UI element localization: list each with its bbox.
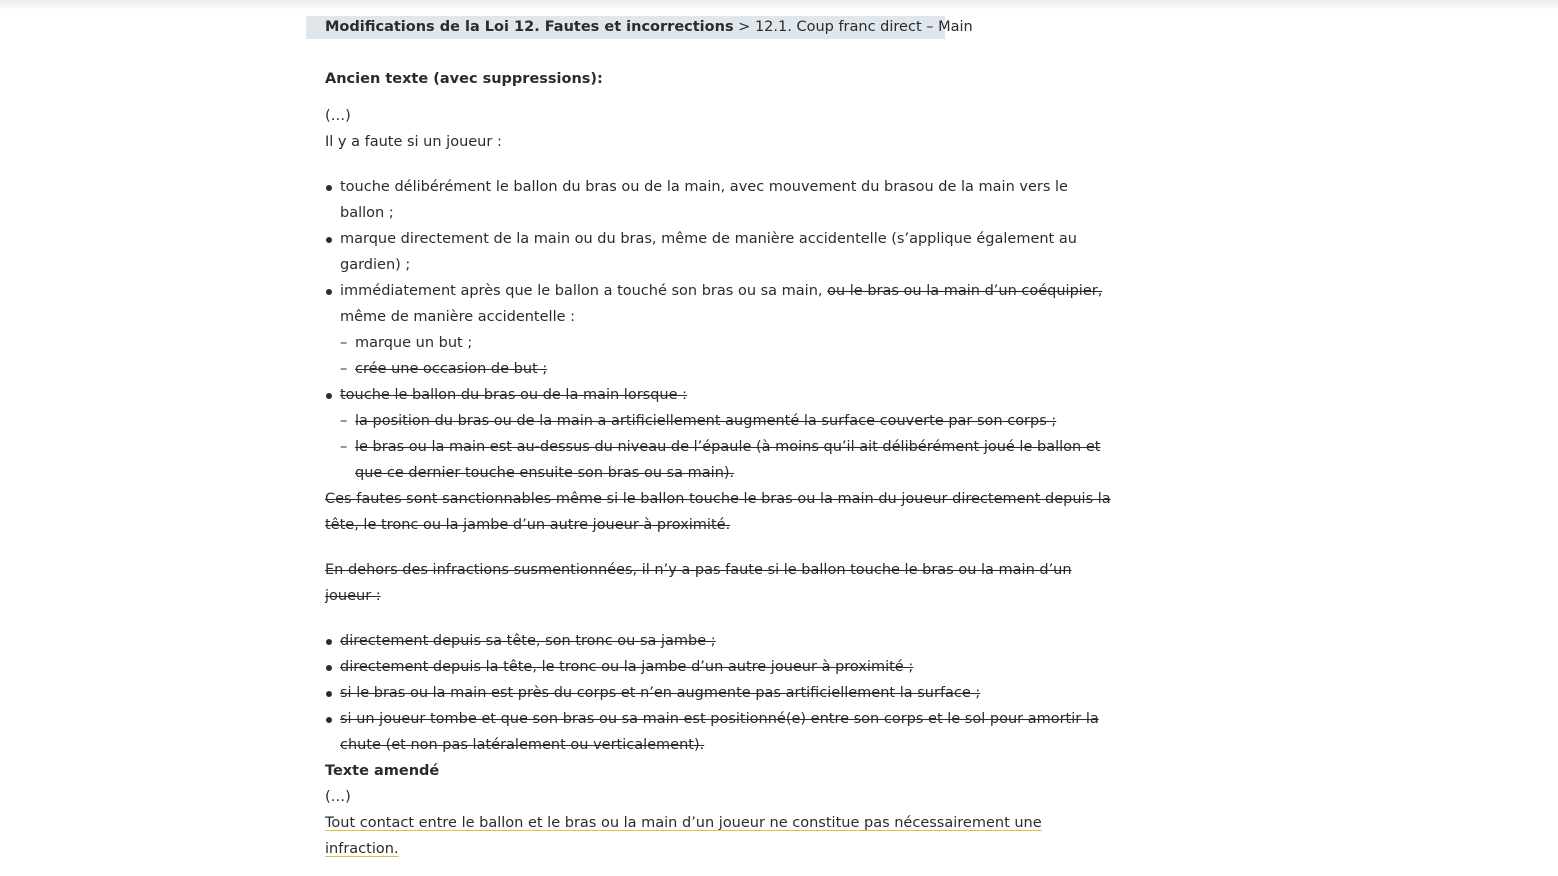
exception-list: [325, 628, 1115, 758]
deleted-text: si un joueur tombe et que son bras ou sa main est positionné(e) entre son corps et le sol pour amortir la chute (et non pas latéralement ou verticalement).: [340, 711, 1099, 753]
fault-list: [325, 174, 1115, 486]
deleted-paragraph: [325, 557, 1115, 609]
old-text-intro: Il y a faute si un joueur :: [325, 134, 502, 150]
deleted-text: ou le bras ou la main d’un coéquipier,: [827, 283, 1103, 299]
deleted-text: En dehors des infractions susmentionnées, il n’y a pas faute si le ballon touche le bras ou la main d’un joueur :: [325, 562, 1072, 604]
sub-list: [340, 330, 1115, 382]
sub-list-item-text: marque un but ;: [355, 335, 473, 351]
old-text-ellipsis: (…): [325, 108, 351, 124]
deleted-text: la position du bras ou de la main a artificiellement augmenté la surface couverte par son corps ;: [355, 413, 1057, 429]
list-item-text: touche délibérément le ballon du bras ou de la main, avec mouvement du brasou de la main vers le ballon ;: [340, 179, 1068, 221]
sub-list-item: [340, 330, 1115, 356]
added-paragraph: [325, 810, 1115, 862]
breadcrumb-subsection: 12.1. Coup franc direct – Main: [754, 19, 973, 35]
list-item: [325, 706, 1115, 758]
inserted-text: Tout contact entre le ballon et le bras ou la main d’un joueur ne constitue pas nécessairement une infraction.: [325, 815, 1042, 857]
list-item-text: même de manière accidentelle :: [340, 309, 576, 325]
list-item: [325, 628, 1115, 654]
list-item: [325, 226, 1115, 278]
sub-list: [340, 408, 1115, 486]
list-item: [325, 654, 1115, 680]
breadcrumb: [306, 16, 973, 39]
list-item: [325, 174, 1115, 226]
breadcrumb-section[interactable]: Modifications de la Loi 12. Fautes et incorrections: [325, 19, 734, 35]
list-item: [325, 382, 1115, 486]
list-item: [325, 680, 1115, 706]
breadcrumb-separator: >: [733, 19, 755, 35]
deleted-text: directement depuis sa tête, son tronc ou sa jambe ;: [340, 633, 716, 649]
deleted-text: touche le ballon du bras ou de la main lorsque :: [340, 387, 688, 403]
old-text-heading: Ancien texte (avec suppressions):: [325, 71, 603, 87]
list-item-text: marque directement de la main ou du bras, même de manière accidentelle (s’applique également au gardien) ;: [340, 231, 1077, 273]
deleted-paragraph: [325, 486, 1115, 538]
amended-text-heading: Texte amendé: [325, 763, 440, 779]
top-shadow: [0, 0, 1558, 10]
deleted-text: Ces fautes sont sanctionnables même si le ballon touche le bras ou la main du joueur directement depuis la tête, le tronc ou la jambe d’un autre joueur à proximité.: [325, 491, 1111, 533]
sub-list-item: [340, 356, 1115, 382]
deleted-text: le bras ou la main est au-dessus du niveau de l’épaule (à moins qu’il ait délibérément joué le ballon et que ce dernier touche ensuite son bras ou sa main).: [355, 439, 1101, 481]
list-item-text: immédiatement après que le ballon a touché son bras ou sa main,: [340, 283, 828, 299]
deleted-text: directement depuis la tête, le tronc ou la jambe d’un autre joueur à proximité ;: [340, 659, 914, 675]
deleted-text: si le bras ou la main est près du corps et n’en augmente pas artificiellement la surface ;: [340, 685, 981, 701]
sub-list-item: [340, 408, 1115, 434]
sub-list-item: [340, 434, 1115, 486]
deleted-text: crée une occasion de but ;: [355, 361, 548, 377]
list-item: [325, 278, 1115, 382]
amended-text-ellipsis: (…): [325, 789, 351, 805]
law-change-content: [325, 66, 1115, 862]
